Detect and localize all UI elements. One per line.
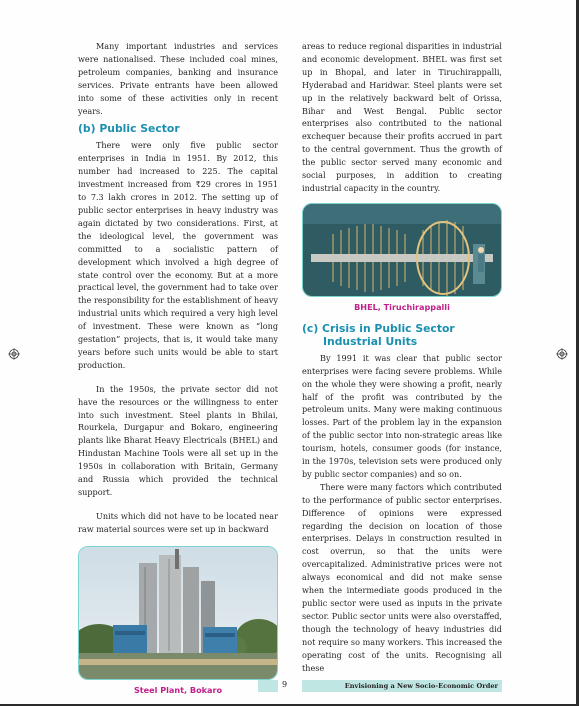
paragraph-private-sector-1950s: In the 1950s, the private sector did not have the resources or the willingness to enter into such investment. Steel plants in Bhilai, Rourkela, Durgapur and Bokaro, engineering plants like Bharat Heavy Electricals (BHEL) and Hindustan Machine Tools were all set up in the 1950s in collaboration with Britain, Germany and Russia which provided the technical support. bbox=[78, 383, 278, 497]
paragraph-nationalisation: Many important industries and services were nationalised. These included coal mines, petroleum companies, banking and insurance services. Private entrants have been allowed into some of these activities only in recent years. bbox=[78, 41, 278, 116]
left-column bbox=[78, 40, 278, 697]
photo-caption-steel-plant: Steel Plant, Bokaro bbox=[133, 684, 223, 695]
registration-mark-icon bbox=[8, 348, 20, 360]
paragraph-backward-areas: Units which did not have to be located near raw material sources were set up in backward bbox=[78, 510, 278, 534]
section-heading-crisis-line2: Industrial Units bbox=[323, 334, 418, 348]
registration-mark-icon bbox=[556, 348, 568, 360]
bhel-turbine-illustration bbox=[303, 204, 501, 296]
steel-plant-illustration bbox=[79, 547, 277, 679]
section-heading-public-sector: (b) Public Sector bbox=[78, 122, 180, 136]
photo-caption-bhel: BHEL, Tiruchirappalli bbox=[354, 301, 450, 312]
paragraph-factors: There were many factors which contributed to the performance of public sector enterprises. Difference of opinions were expressed regarding the decision on location of those enterprises. Delays in construction resulted in cost overrun, so that the units were overcapitalized. Administrative prices were not always economical and did not make sense when the intermediate goods produced in the public sector were used as inputs in the private sector. Public sector units were also overstaffed, though the technology of heavy industries did not require so many workers. This increased the operating cost of the units. Recognising all these bbox=[302, 481, 502, 673]
bhel-photo bbox=[302, 203, 502, 297]
section-heading-crisis bbox=[302, 322, 502, 348]
footer-book-title: Envisioning a New Socio-Economic Order bbox=[302, 680, 502, 692]
paragraph-crisis-1991: By 1991 it was clear that public sector enterprises were facing severe problems. While on the whole they were showing a profit, nearly half of the profit was contributed by the petroleum units. Many were making continuous losses. Part of the problem lay in the expansion of the public sector into non-strategic areas like tourism, hotels, consumer goods (for instance, in the 1970s, television sets were produced only by public sector companies) and so on. bbox=[302, 352, 502, 479]
section-heading-crisis-line1: (c) Crisis in Public Sector bbox=[302, 321, 455, 335]
paragraph-regional-disparities: areas to reduce regional disparities in industrial and economic development. BHEL was first set up in Bhopal, and later in Tiruchirappalli, Hyderabad and Haridwar. Steel plants were set up in the relatively backward belt of Orissa, Bihar and West Bengal. Public sector enterprises also contributed to the national exchequer because their profits accrued in part to the central government. Thus the growth of the public sector served many economic and social purposes, in addition to creating industrial capacity in the country. bbox=[302, 41, 502, 193]
right-column bbox=[302, 40, 502, 674]
paragraph-public-sector: There were only five public sector enterprises in India in 1951. By 2012, this number had increased to 225. The capital investment increased from ₹29 crores in 1951 to 7.3 lakh crores in 2012. The setting up of public sector enterprises in heavy industry was again dictated by two considerations. First, at the ideological level, the government was committed to a socialistic pattern of development which involved a high degree of state control over the economy. But at a more practical level, the government had to take over the responsibility for the establishment of heavy industrial units which required a very high level of investment. These were known as “long gestation” projects, that is, it would take many years before such units would be able to start production. bbox=[78, 140, 278, 370]
page-number: 9 bbox=[282, 680, 288, 689]
footer-band-left bbox=[258, 680, 278, 692]
steel-plant-photo bbox=[78, 546, 278, 680]
